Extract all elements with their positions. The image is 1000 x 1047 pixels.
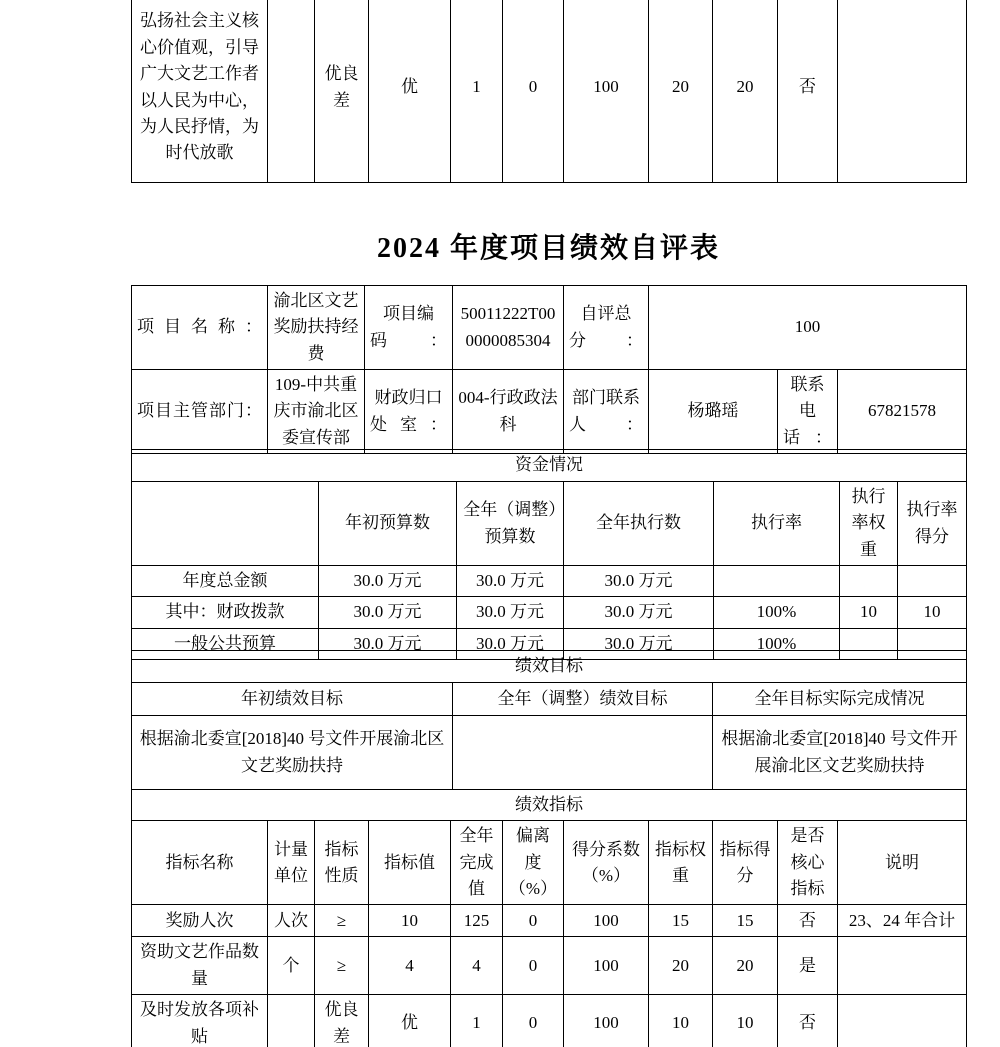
adjusted-goal-cell bbox=[453, 716, 713, 790]
cell-core-indicator: 否 bbox=[778, 905, 838, 937]
cell-note: 23、24 年合计 bbox=[838, 905, 967, 937]
column-header: 得分系数（%） bbox=[564, 821, 649, 905]
column-header: 指标性质 bbox=[315, 821, 369, 905]
project-code-label: 项目编码： bbox=[365, 286, 453, 370]
table-cell: 30.0 万元 bbox=[457, 628, 564, 659]
table-cell: 100% bbox=[714, 597, 840, 628]
indicators-table bbox=[131, 789, 967, 1047]
cell-score: 10 bbox=[713, 995, 778, 1047]
column-header: 指标权重 bbox=[649, 821, 713, 905]
cell-unit bbox=[268, 0, 315, 183]
project-code-value: 50011222T000000085304 bbox=[453, 286, 564, 370]
column-header: 全年（调整）绩效目标 bbox=[453, 683, 713, 716]
cell-weight: 15 bbox=[649, 905, 713, 937]
cell-unit: 个 bbox=[268, 937, 315, 995]
dept-label: 项目主管部门： bbox=[132, 370, 268, 454]
table-row bbox=[132, 937, 967, 995]
cell-score: 15 bbox=[713, 905, 778, 937]
cell-core-indicator: 否 bbox=[778, 995, 838, 1047]
cell-deviation: 0 bbox=[503, 937, 564, 995]
table-cell: 30.0 万元 bbox=[457, 597, 564, 628]
cell-score-coefficient: 100 bbox=[564, 937, 649, 995]
cell-weight: 20 bbox=[649, 937, 713, 995]
cell-indicator-name: 及时发放各项补贴 bbox=[132, 995, 268, 1047]
page-title: 2024 年度项目绩效自评表 bbox=[376, 233, 720, 264]
table-cell: 30.0 万元 bbox=[319, 628, 457, 659]
column-header: 全年目标实际完成情况 bbox=[713, 683, 967, 716]
cell-score-coefficient: 100 bbox=[564, 905, 649, 937]
phone-value: 67821578 bbox=[838, 370, 967, 454]
cell-unit bbox=[268, 995, 315, 1047]
indicators-section-band: 绩效指标 bbox=[132, 790, 967, 821]
cell-completed-value: 4 bbox=[451, 937, 503, 995]
phone-label: 联系电话： bbox=[778, 370, 838, 454]
table-row bbox=[132, 995, 967, 1047]
contact-value: 杨璐瑶 bbox=[649, 370, 778, 454]
column-header: 是否核心指标 bbox=[778, 821, 838, 905]
table-row bbox=[132, 651, 967, 683]
table-row bbox=[132, 597, 967, 628]
project-info-table bbox=[131, 285, 967, 454]
cell-nature: ≥ bbox=[315, 937, 369, 995]
table-cell bbox=[840, 566, 898, 597]
cell-completed-value: 125 bbox=[451, 905, 503, 937]
table-row bbox=[132, 286, 967, 370]
column-header: 说明 bbox=[838, 821, 967, 905]
cell-deviation: 0 bbox=[503, 905, 564, 937]
cell-deviation: 0 bbox=[503, 995, 564, 1047]
funding-table bbox=[131, 449, 967, 660]
continuation-table bbox=[131, 0, 967, 183]
cell-core-indicator: 是 bbox=[778, 937, 838, 995]
table-cell: 100% bbox=[714, 628, 840, 659]
table-row bbox=[132, 370, 967, 454]
table-row bbox=[132, 683, 967, 716]
cell-nature: 优良差 bbox=[315, 0, 369, 183]
goals-section-band: 绩效目标 bbox=[132, 651, 967, 683]
column-header: 指标名称 bbox=[132, 821, 268, 905]
table-cell: 30.0 万元 bbox=[319, 597, 457, 628]
finance-office-label: 财政归口处室： bbox=[365, 370, 453, 454]
cell-target-value: 优 bbox=[369, 0, 451, 183]
table-cell bbox=[898, 566, 967, 597]
column-header: 偏离度（%） bbox=[503, 821, 564, 905]
table-row bbox=[132, 905, 967, 937]
cell-indicator-name: 弘扬社会主义核心价值观，引导广大文艺工作者以人民为中心，为人民抒情，为时代放歌 bbox=[132, 0, 268, 183]
column-header bbox=[132, 482, 319, 566]
table-row bbox=[132, 482, 967, 566]
table-row bbox=[132, 566, 967, 597]
cell-note bbox=[838, 937, 967, 995]
column-header: 执行率 bbox=[714, 482, 840, 566]
cell-target-value: 优 bbox=[369, 995, 451, 1047]
table-row bbox=[132, 716, 967, 790]
row-label: 年度总金额 bbox=[132, 566, 319, 597]
cell-indicator-name: 奖励人次 bbox=[132, 905, 268, 937]
cell-completed-value: 1 bbox=[451, 0, 503, 183]
column-header: 全年执行数 bbox=[564, 482, 714, 566]
table-cell: 30.0 万元 bbox=[564, 566, 714, 597]
column-header: 执行率权重 bbox=[840, 482, 898, 566]
project-name-value: 渝北区文艺奖励扶持经费 bbox=[268, 286, 365, 370]
table-cell: 30.0 万元 bbox=[457, 566, 564, 597]
cell-nature: 优良差 bbox=[315, 995, 369, 1047]
cell-note bbox=[838, 0, 967, 183]
cell-indicator-name: 资助文艺作品数量 bbox=[132, 937, 268, 995]
cell-completed-value: 1 bbox=[451, 995, 503, 1047]
cell-note bbox=[838, 995, 967, 1047]
table-cell: 30.0 万元 bbox=[564, 628, 714, 659]
cell-unit: 人次 bbox=[268, 905, 315, 937]
column-header: 计量单位 bbox=[268, 821, 315, 905]
table-cell: 30.0 万元 bbox=[564, 597, 714, 628]
contact-label: 部门联系人： bbox=[564, 370, 649, 454]
table-cell: 10 bbox=[840, 597, 898, 628]
project-name-label: 项目名称： bbox=[132, 286, 268, 370]
column-header: 指标值 bbox=[369, 821, 451, 905]
table-row bbox=[132, 0, 967, 183]
table-row bbox=[132, 821, 967, 905]
funding-section-band: 资金情况 bbox=[132, 450, 967, 482]
row-label: 其中：财政拨款 bbox=[132, 597, 319, 628]
self-score-value: 100 bbox=[649, 286, 967, 370]
column-header: 指标得分 bbox=[713, 821, 778, 905]
cell-deviation: 0 bbox=[503, 0, 564, 183]
table-cell bbox=[714, 566, 840, 597]
table-row bbox=[132, 790, 967, 821]
cell-weight: 20 bbox=[649, 0, 713, 183]
row-label: 一般公共预算 bbox=[132, 628, 319, 659]
self-score-label: 自评总分： bbox=[564, 286, 649, 370]
goals-table bbox=[131, 650, 967, 790]
cell-score-coefficient: 100 bbox=[564, 0, 649, 183]
cell-core-indicator: 否 bbox=[778, 0, 838, 183]
column-header: 年初绩效目标 bbox=[132, 683, 453, 716]
table-cell: 30.0 万元 bbox=[319, 566, 457, 597]
column-header: 全年（调整）预算数 bbox=[457, 482, 564, 566]
cell-target-value: 4 bbox=[369, 937, 451, 995]
cell-nature: ≥ bbox=[315, 905, 369, 937]
cell-target-value: 10 bbox=[369, 905, 451, 937]
table-row bbox=[132, 450, 967, 482]
actual-completion-cell: 根据渝北委宣[2018]40 号文件开展渝北区文艺奖励扶持 bbox=[713, 716, 967, 790]
cell-score: 20 bbox=[713, 0, 778, 183]
cell-score: 20 bbox=[713, 937, 778, 995]
table-cell: 10 bbox=[898, 597, 967, 628]
column-header: 全年完成值 bbox=[451, 821, 503, 905]
column-header: 年初预算数 bbox=[319, 482, 457, 566]
initial-goal-cell: 根据渝北委宣[2018]40 号文件开展渝北区文艺奖励扶持 bbox=[132, 716, 453, 790]
dept-value: 109-中共重庆市渝北区委宣传部 bbox=[268, 370, 365, 454]
cell-weight: 10 bbox=[649, 995, 713, 1047]
finance-office-value: 004-行政政法科 bbox=[453, 370, 564, 454]
column-header: 执行率得分 bbox=[898, 482, 967, 566]
cell-score-coefficient: 100 bbox=[564, 995, 649, 1047]
